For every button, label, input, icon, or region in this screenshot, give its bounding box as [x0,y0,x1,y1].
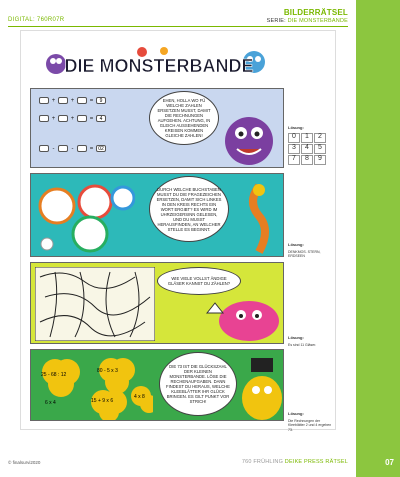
panel-clovers [30,349,284,421]
solution-cell: 1 [301,133,313,143]
green-side-bar [356,0,400,477]
snake-monster-icon [237,182,281,254]
monster-logo [44,46,274,80]
solution-label: Lösung: [288,335,304,340]
solution-label: Lösung: [288,125,304,130]
purple-monster-icon [219,101,279,167]
panel-glasses [30,262,284,344]
solution-cell: 0 [288,133,300,143]
clover-equation: 4 x 8 [134,394,145,400]
equation-row: - - = 02 [39,145,106,152]
solution-cell: 7 [288,155,300,165]
solution-3 [288,336,336,347]
solution-cell: 9 [314,155,326,165]
solution-text: Es sind 11 Gläser. [288,342,317,347]
monster-icon [46,54,66,74]
solution-cell: 4 [301,144,313,154]
pink-monster-icon [201,293,283,343]
footer-title [242,459,348,465]
clover-equation: 6 x 4 [45,400,56,406]
page-title: BILDERRÄTSEL [283,8,348,17]
clover-icon [33,352,153,420]
solution-text: DENKMOS. STERN, ERDSEEN [288,249,321,258]
solution-number-grid [288,133,336,165]
series-name: DIE MONSTERBANDE [287,18,348,24]
clover-equation: 25 - 68 : 12 [41,372,67,378]
panel-number-puzzle [30,88,284,168]
speech-bubble: DURCH WELCHE BUCHSTABEN MUSST DU DIE FRAGEZEICHEN ERSETZEN, DAMIT SICH LINKES IN DEN KREIS RECHTS EIN WORT ERGIBT? ES WIRD IM UHRZEIGERSINN GELESEN, UND DU MUSST HERAUSFINDEN, AN WELCHER STELLE ES BEGINNT. [149,176,229,242]
solution-label: Lösung: [288,411,304,416]
result-3: 02 [96,145,106,152]
clover-equation: 80 - 5 x 3 [97,368,118,374]
solution-label: Lösung: [288,242,304,247]
clover-equation: 15 + 9 x 6 [91,398,114,404]
footer-publisher: DEIKE PRESS RÄTSEL [284,459,348,465]
speech-bubble: WIE VIELE VOLLST ÄNDIGE GLÄSER KANNST DU ZÄHLEN? [157,267,241,295]
copyright: © finalsurvi2020 [8,460,41,465]
result-2: 4 [96,115,106,122]
header-rule [8,26,348,27]
speech-bubble: DIE 73 IST DIE GLÜCKSZAHL DER KLEINEN MONSTERBANDE. LÖSE DIE RECHENAUFGABEN. DANN FINDEST DU HERAUS, WELCHE KLEEBLÄTTER IHR GLÜCK BRINGEN. ES GILT PUNKT VOR STRICH! [159,352,237,416]
glasses-maze-image [35,267,155,341]
solution-cell: 3 [288,144,300,154]
letter-wheel-icon [35,178,135,254]
solution-cell: 2 [314,133,326,143]
panel-letter-wheels [30,173,284,257]
logo-text: DIE MONSTERBANDE [64,56,254,76]
page-number: 07 [385,458,394,467]
digital-code: DIGITAL: 760R07R [8,17,65,23]
equation-row: + + = 9 [39,97,106,104]
speech-bubble: EHEN, HOLLA WO FÜ WELCHE ZAHLEN ERSETZEN MUSST, DAMIT DIE RECHNUNGEN AUFGEHEN. ACHTUNG, IN GLEICH AUSSEHENDEN KREISEN KOMMEN GLEICHE ZAHLEN! [149,91,219,145]
solution-2 [288,243,336,259]
series-prefix: SERIE: [266,18,286,24]
footer-issue: 760 FRÜHLING [241,459,284,465]
solution-cell: 5 [314,144,326,154]
yellow-monster-icon [239,358,284,421]
solution-1 [288,126,336,165]
solution-text: Die Rechnungen der Kleeblätter 2 und 4 ergeben 73. [288,418,332,432]
result-1: 9 [96,97,106,104]
solution-cell: 8 [301,155,313,165]
series-label [267,18,348,24]
solution-4 [288,412,336,432]
equation-row: + + = 4 [39,115,106,122]
